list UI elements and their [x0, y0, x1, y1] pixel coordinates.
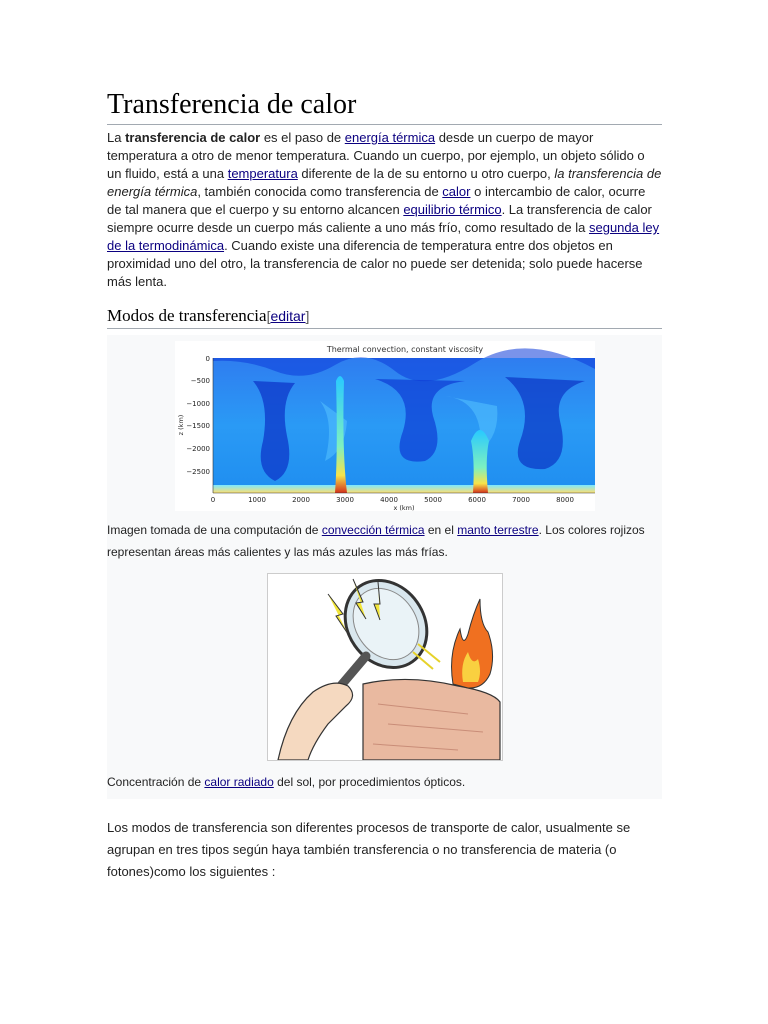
edit-section-link [267, 308, 310, 324]
intro-text: . La transferencia de calor siempre ocurre desde un cuerpo más caliente a uno más frío, como resultado de la [107, 202, 652, 235]
convection-figure[interactable] [175, 341, 595, 511]
intro-text: desde un cuerpo de mayor temperatura a otro de menor temperatura. Cuando un cuerpo, por ejemplo, un objeto sólido o un fluido, está a una [107, 130, 645, 181]
y-tick-label: −1500 [185, 422, 210, 430]
y-tick-label: −2000 [185, 445, 210, 453]
section-heading-text: Modos de transferencia [107, 306, 267, 325]
intro-text: , también conocida como transferencia de [197, 184, 443, 199]
edit-bracket-open: [ [266, 308, 271, 324]
x-tick-label: 7000 [511, 496, 530, 504]
y-tick-label: −1000 [185, 400, 210, 408]
caption-text: del sol, por procedimientos ópticos. [273, 775, 466, 789]
hand-icon [278, 683, 353, 760]
x-tick-label: 3000 [335, 496, 354, 504]
x-axis-label: x (km) [392, 504, 415, 511]
y-tick-label: −500 [190, 377, 210, 385]
link-conveccion-termica[interactable]: convección térmica [321, 523, 425, 537]
page-title: Transferencia de calor [107, 88, 662, 125]
caption-text: Imagen tomada de una computación de [107, 523, 322, 537]
figure-gallery [107, 335, 662, 799]
section-heading [107, 305, 662, 329]
intro-text: diferente de la de su entorno u otro cuerpo, [297, 166, 555, 181]
figure1-caption [107, 519, 662, 563]
link-calor-radiado[interactable]: calor radiado [204, 775, 274, 789]
x-tick-label: 2000 [291, 496, 310, 504]
x-tick-label: 0 [210, 496, 215, 504]
x-tick-label: 6000 [467, 496, 486, 504]
convection-heatmap [213, 348, 595, 493]
hot-bottom-layer [213, 485, 595, 493]
intro-text: o intercambio de calor, ocurre de tal manera que el cuerpo y su entorno alcancen [107, 184, 646, 217]
x-tick-label: 8000 [555, 496, 574, 504]
caption-text: en el [424, 523, 458, 537]
edit-bracket-close: ] [305, 308, 310, 324]
magnifier-illustration [268, 574, 502, 760]
x-tick-label: 5000 [423, 496, 442, 504]
edit-link[interactable]: editar [270, 308, 306, 324]
link-energia-termica[interactable]: energía térmica [344, 130, 436, 145]
intro-paragraph [107, 129, 662, 291]
article [107, 88, 662, 883]
link-manto-terrestre[interactable]: manto terrestre [457, 523, 539, 537]
intro-italic-term: la transferencia de energía térmica [107, 166, 662, 199]
y-tick-label: −2500 [185, 468, 210, 476]
magnifier-figure[interactable] [267, 573, 503, 761]
intro-text: La [107, 130, 126, 145]
intro-bold-term: transferencia de calor [125, 130, 261, 145]
x-tick-label: 4000 [379, 496, 398, 504]
link-equilibrio-termico[interactable]: equilibrio térmico [403, 202, 502, 217]
link-segunda-ley[interactable]: segunda ley de la termodinámica [107, 220, 660, 253]
x-tick-label: 1000 [247, 496, 266, 504]
body-paragraph: Los modos de transferencia son diferentes procesos de transporte de calor, usualmente se agrupan en tres tipos según haya también transferencia o no transferencia de materia (o fotones)como los siguientes : [107, 820, 631, 879]
link-temperatura[interactable]: temperatura [227, 166, 298, 181]
plot-title: Thermal convection, constant viscosity [326, 345, 483, 354]
caption-text: . Los colores rojizos representan áreas más calientes y las más azules las más frías. [107, 523, 645, 559]
caption-text: Concentración de [107, 775, 205, 789]
figure2-caption [107, 773, 662, 795]
y-axis-label: z (km) [176, 414, 185, 436]
hot-plume-2 [471, 430, 489, 493]
link-calor[interactable]: calor [442, 184, 471, 199]
intro-text: es el paso de [260, 130, 345, 145]
intro-text: . Cuando existe una diferencia de temperatura entre dos objetos en proximidad uno del otro, la transferencia de calor no puede ser detenida; solo puede hacerse más lenta. [107, 238, 643, 289]
y-tick-label: 0 [205, 355, 210, 363]
